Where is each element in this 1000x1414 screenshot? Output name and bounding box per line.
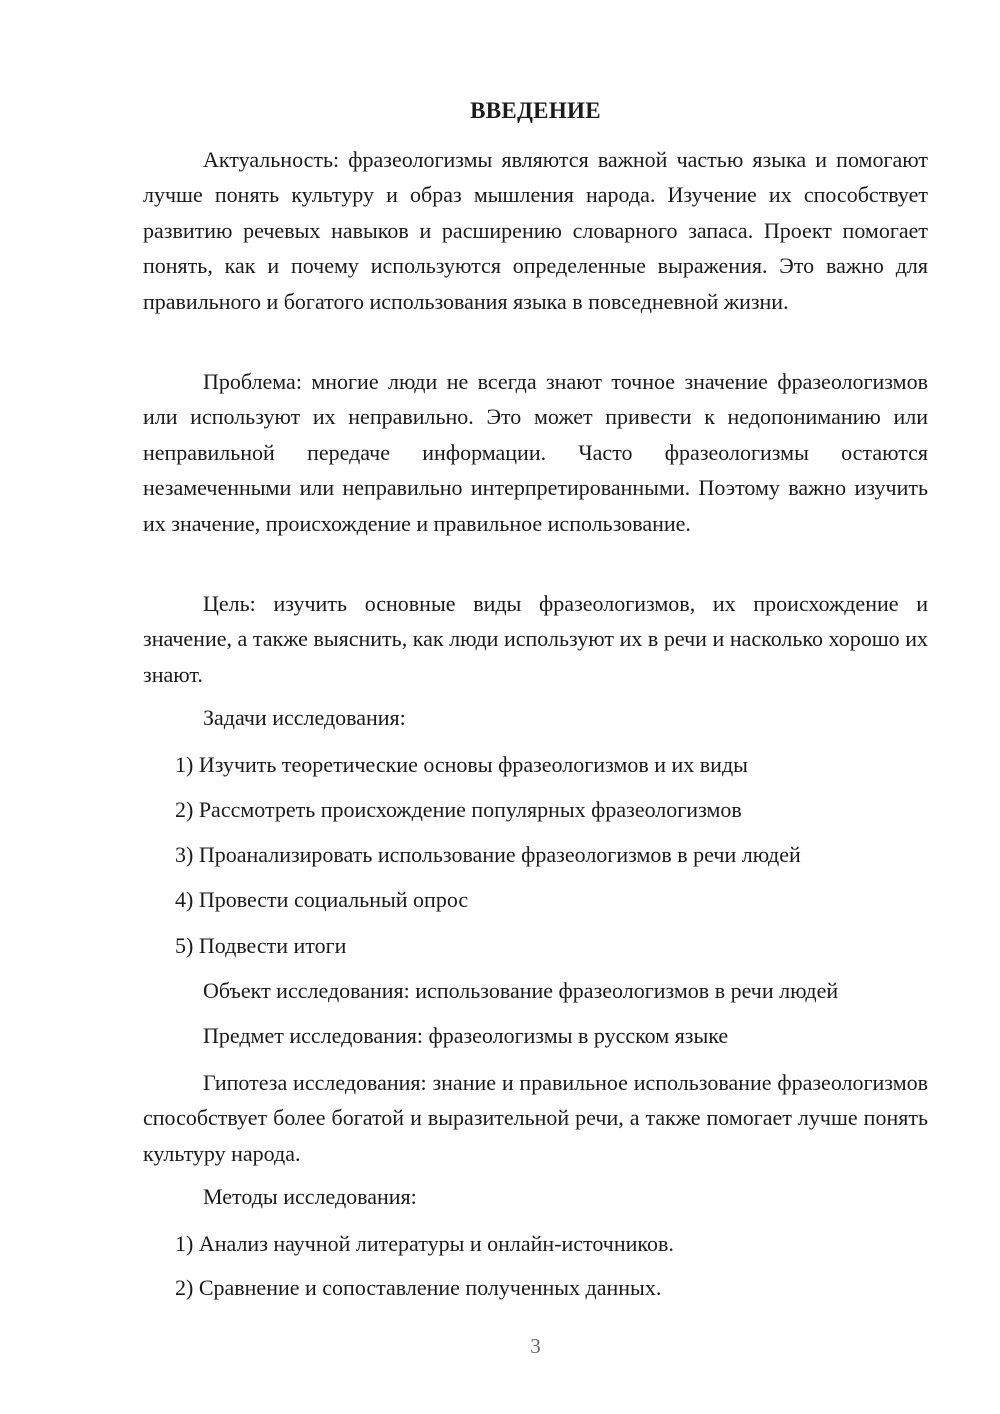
- task-item-4: 4) Провести социальный опрос: [175, 887, 469, 912]
- task-item-2: 2) Рассмотреть происхождение популярных фразеологизмов: [175, 797, 742, 822]
- goal-paragraph: Цель: изучить основные виды фразеологизмов, их происхождение и значение, а также выяснить, как люди используют их в речи и насколько хорошо их знают.: [143, 591, 928, 687]
- relevance-paragraph: Актуальность: фразеологизмы являются важной частью языка и помогают лучше понять культуру и образ мышления народа. Изучение их способствует развитию речевых навыков и расширению словарного запаса. Проект помогает понять, как и почему используются определенные выражения. Это важно для правильного и богатого использования языка в повседневной жизни.: [143, 147, 928, 314]
- hypothesis-paragraph: Гипотеза исследования: знание и правильное использование фразеологизмов способствует более богатой и выразительной речи, а также помогает лучше понять культуру народа.: [143, 1070, 928, 1166]
- task-item-3: 3) Проанализировать использование фразеологизмов в речи людей: [175, 842, 801, 867]
- tasks-title: Задачи исследования:: [203, 705, 406, 730]
- research-object: Объект исследования: использование фразеологизмов в речи людей: [203, 978, 839, 1003]
- task-item-5: 5) Подвести итоги: [175, 933, 347, 958]
- section-heading: ВВЕДЕНИЕ: [470, 98, 601, 123]
- method-item-2: 2) Сравнение и сопоставление полученных данных.: [175, 1275, 662, 1300]
- document-page: [143, 0, 928, 1414]
- page-number: 3: [530, 1334, 541, 1358]
- method-item-1: 1) Анализ научной литературы и онлайн-источников.: [175, 1231, 674, 1256]
- task-item-1: 1) Изучить теоретические основы фразеологизмов и их виды: [175, 752, 748, 777]
- problem-paragraph: Проблема: многие люди не всегда знают точное значение фразеологизмов или используют их неправильно. Это может привести к недопониманию или неправильной передаче информации. Часто фразеологизмы остаются незамеченными или неправильно интерпретированными. Поэтому важно изучить их значение, происхождение и правильное использование.: [143, 369, 928, 536]
- research-subject: Предмет исследования: фразеологизмы в русском языке: [203, 1023, 729, 1048]
- methods-title: Методы исследования:: [203, 1184, 417, 1209]
